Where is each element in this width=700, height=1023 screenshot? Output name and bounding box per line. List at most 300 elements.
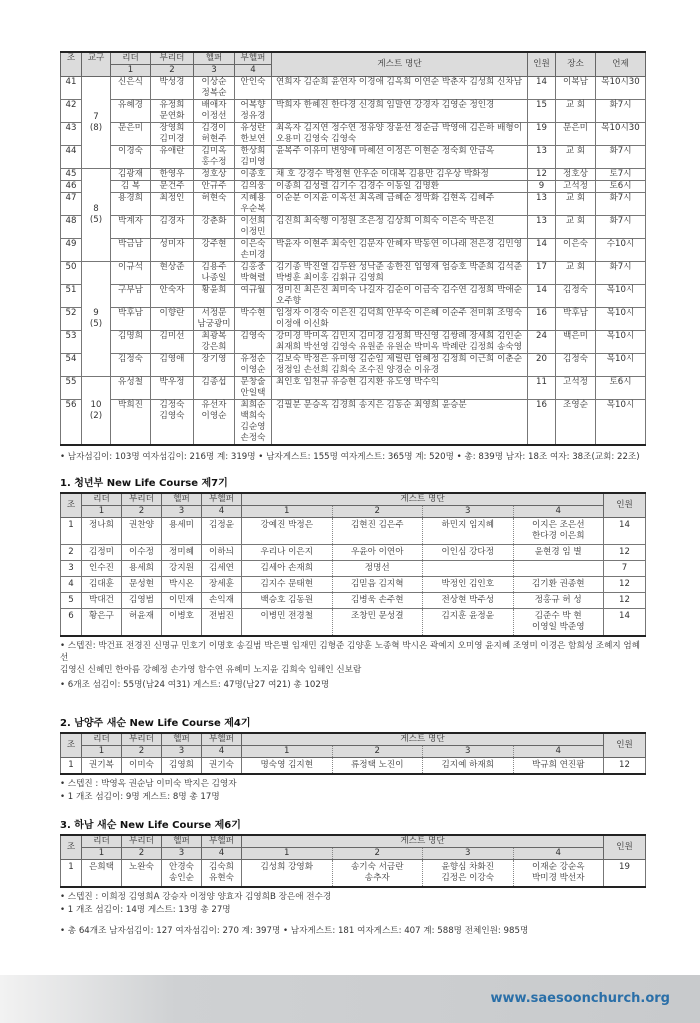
- subhelper-cell: 권기숙: [202, 758, 242, 775]
- subleader-cell: 이미숙: [122, 758, 162, 775]
- subhelper-cell: 여규월: [235, 285, 272, 308]
- guest-pair-cell: 김병욱 손주현: [332, 593, 423, 609]
- header-row: [61, 493, 646, 506]
- helper-cell: 용세미: [162, 518, 202, 545]
- subhelper-cell: 최희순 백희숙 김순영 손정숙: [235, 400, 272, 446]
- helper-cell: 황윤희: [194, 285, 235, 308]
- helper-cell: 이병호: [162, 609, 202, 637]
- row-number: 49: [61, 239, 82, 262]
- table-row: [61, 77, 646, 100]
- col-num-2: 2: [151, 65, 194, 77]
- time-cell: 화7시: [596, 100, 646, 123]
- guest-pair-cell: 김기환 권종현: [513, 577, 604, 593]
- col-count: 인원: [604, 493, 646, 518]
- col-subleader: 부리더: [122, 733, 162, 746]
- col-subhelper: 부헬퍼: [202, 835, 242, 848]
- row-number: 43: [61, 123, 82, 146]
- col-num-2: 2: [332, 848, 423, 860]
- section-table: [60, 732, 646, 775]
- helper-cell: 김용주 나종일: [194, 262, 235, 285]
- helper-cell: 허현숙: [194, 193, 235, 216]
- place-cell: 교 회: [556, 216, 596, 239]
- col-num-2: 2: [332, 746, 423, 758]
- guest-pair-cell: 정명선: [332, 561, 423, 577]
- place-cell: 교 회: [556, 262, 596, 285]
- col-helper: 헬퍼: [162, 493, 202, 506]
- guest-list-cell: 이순분 이지윤 이옥선 최옥례 금혜순 정막화 김현옥 김혜주: [272, 193, 528, 216]
- header-row: [61, 733, 646, 746]
- table-row: [61, 308, 646, 331]
- guest-pair-cell: 명숙영 김지현: [242, 758, 333, 775]
- place-cell: 박후남: [556, 308, 596, 331]
- section-table: [60, 834, 646, 888]
- header-row: [61, 848, 646, 860]
- table-row: [61, 216, 646, 239]
- section-title: 3. 하남 새순 New Life Course 제6기: [60, 820, 241, 831]
- subhelper-cell: 김숙희 유현숙: [202, 860, 242, 888]
- subleader-cell: 허윤재: [122, 609, 162, 637]
- helper-cell: 김경이 허현주: [194, 123, 235, 146]
- col-num-1: 1: [82, 506, 122, 518]
- subleader-cell: 안숙자: [151, 285, 194, 308]
- col-num-3: 3: [162, 506, 202, 518]
- col-subleader: 부리더: [122, 493, 162, 506]
- header-row: [61, 506, 646, 518]
- col-jo: 조: [61, 52, 82, 77]
- place-cell: 문은미: [556, 123, 596, 146]
- guest-pair-cell: 박정인 김인호: [423, 577, 514, 593]
- leader-cell: 김정미: [82, 545, 122, 561]
- guest-pair-cell: 류정택 노진이: [332, 758, 423, 775]
- subhelper-cell: 유정순 이영순: [235, 354, 272, 377]
- count-cell: 14: [604, 518, 646, 545]
- row-number: 1: [61, 518, 82, 545]
- row-number: 1: [61, 758, 82, 775]
- table-row: [61, 354, 646, 377]
- leader-cell: 박대건: [82, 593, 122, 609]
- guest-pair-cell: 김지수 문태현: [242, 577, 333, 593]
- subhelper-cell: 김정윤: [202, 518, 242, 545]
- helper-cell: 이민재: [162, 593, 202, 609]
- subleader-cell: 김영범: [122, 593, 162, 609]
- col-helper: 헬퍼: [162, 733, 202, 746]
- col-guests: 게스트 명단: [242, 733, 604, 746]
- col-num-2: 2: [122, 506, 162, 518]
- row-number: 1: [61, 860, 82, 888]
- place-cell: 조영순: [556, 400, 596, 446]
- col-num-4: 4: [202, 506, 242, 518]
- helper-cell: 정호상: [194, 169, 235, 181]
- row-number: 47: [61, 193, 82, 216]
- count-cell: 11: [528, 377, 556, 400]
- section-notes: • 스텝진 : 박영옥 권순남 이미숙 박지은 김영자: [60, 779, 237, 789]
- place-cell: 김정숙: [556, 354, 596, 377]
- helper-cell: 안경숙 송인순: [162, 860, 202, 888]
- guest-pair-cell: 김지훈 윤정윤: [423, 609, 514, 637]
- guest-pair-cell: 강예진 박정은: [242, 518, 333, 545]
- col-num-4: 4: [513, 848, 604, 860]
- guest-pair-cell: 우윤아 이연아: [332, 545, 423, 561]
- helper-cell: 장기영: [194, 354, 235, 377]
- col-num-3: 3: [423, 848, 514, 860]
- guest-pair-cell: 김현진 김은주: [332, 518, 423, 545]
- table-row: [61, 758, 646, 775]
- helper-cell: 김종섭: [194, 377, 235, 400]
- subleader-cell: 한영우: [151, 169, 194, 181]
- section-title: 1. 청년부 New Life Course 제7기: [60, 478, 228, 489]
- count-cell: 14: [604, 609, 646, 637]
- subleader-cell: 박우정: [151, 377, 194, 400]
- time-cell: 토6시: [596, 377, 646, 400]
- row-number: 45: [61, 169, 82, 181]
- guest-pair-cell: 송기숙 서금란 송추자: [332, 860, 423, 888]
- leader-cell: 인수진: [82, 561, 122, 577]
- section-table: [60, 492, 646, 637]
- count-cell: 16: [528, 400, 556, 446]
- place-cell: 백은미: [556, 331, 596, 354]
- table-row: [61, 193, 646, 216]
- leader-cell: 김대훈: [82, 577, 122, 593]
- subhelper-cell: 이선희 이정민: [235, 216, 272, 239]
- col-helper: 헬퍼: [162, 835, 202, 848]
- place-cell: 교 회: [556, 193, 596, 216]
- section-notes: • 6개조 섬김이: 55명(남24 여31) 게스트: 47명(남27 여21) 총 102명: [60, 680, 330, 690]
- helper-cell: 강지원: [162, 561, 202, 577]
- guest-pair-cell: 윤향심 차화진 김정은 이강숙: [423, 860, 514, 888]
- subleader-cell: 박성경: [151, 77, 194, 100]
- leader-cell: 정나희: [82, 518, 122, 545]
- leader-cell: 은희택: [82, 860, 122, 888]
- leader-cell: 유혜경: [111, 100, 151, 123]
- time-cell: 화7시: [596, 146, 646, 169]
- table-row: [61, 860, 646, 888]
- col-gyogu: 교구: [82, 52, 111, 77]
- helper-cell: 배애자 이정선: [194, 100, 235, 123]
- guest-pair-cell: 김세아 손재희: [242, 561, 333, 577]
- helper-cell: 정미혜: [162, 545, 202, 561]
- table-row: [61, 239, 646, 262]
- row-number: 53: [61, 331, 82, 354]
- row-number: 48: [61, 216, 82, 239]
- subhelper-cell: 문창술 안일택: [235, 377, 272, 400]
- row-number: 56: [61, 400, 82, 446]
- helper-cell: 이상순 정복순: [194, 77, 235, 100]
- leader-cell: 유성철: [111, 377, 151, 400]
- place-cell: 교 회: [556, 146, 596, 169]
- guest-list-cell: 박윤자 이현주 최숙인 김문자 안혜자 박동연 이나래 전은경 김민영: [272, 239, 528, 262]
- guest-list-cell: 이종희 김성렬 김기수 김경수 이동일 김명환: [272, 181, 528, 193]
- time-cell: 화7시: [596, 216, 646, 239]
- subhelper-cell: 박수현: [235, 308, 272, 331]
- col-when: 언제: [596, 52, 646, 77]
- table-row: [61, 561, 646, 577]
- col-num-1: 1: [111, 65, 151, 77]
- time-cell: 수10시: [596, 239, 646, 262]
- table-row: [61, 593, 646, 609]
- row-number: 2: [61, 545, 82, 561]
- helper-cell: 안규주: [194, 181, 235, 193]
- helper-cell: 김미옥 홍수정: [194, 146, 235, 169]
- subhelper-cell: 김홍중 박혁렬: [235, 262, 272, 285]
- helper-cell: 김영희: [162, 758, 202, 775]
- place-cell: 이은숙: [556, 239, 596, 262]
- col-jo: 조: [61, 733, 82, 758]
- subleader-cell: 문성현: [122, 577, 162, 593]
- subleader-cell: 유정희 문연화: [151, 100, 194, 123]
- guest-list-cell: 윤복주 이유미 변양애 마혜선 이정은 이현순 정숙회 안금옥: [272, 146, 528, 169]
- grand-total: • 총 64개조 남자섬김이: 127 여자섬김이: 270 계: 397명 • 남자게스트: 181 여자게스트: 407 계: 588명 전체인원: 985명: [60, 926, 529, 936]
- leader-cell: 용경희: [111, 193, 151, 216]
- row-number: 44: [61, 146, 82, 169]
- guest-list-cell: 강미경 박미옥 김민지 김미경 김정희 박신영 김쌍례 장세희 김인순 최재희 박선영 김영숙 유원준 유원순 박미옥 박례란 김정희 송숙영: [272, 331, 528, 354]
- table-row: [61, 285, 646, 308]
- guest-pair-cell: [423, 561, 514, 577]
- table-row: [61, 262, 646, 285]
- section-notes: • 1 개조 섬김이: 14명 게스트: 13명 총 27명: [60, 905, 231, 915]
- count-cell: 12: [604, 545, 646, 561]
- header-row: [61, 746, 646, 758]
- guest-pair-cell: 박규희 연진팜: [513, 758, 604, 775]
- leader-cell: 이규석: [111, 262, 151, 285]
- subleader-cell: 유애란: [151, 146, 194, 169]
- col-num-4: 4: [202, 746, 242, 758]
- guest-pair-cell: 김성희 강영화: [242, 860, 333, 888]
- col-num-1: 1: [242, 848, 333, 860]
- guest-pair-cell: 전상현 박주성: [423, 593, 514, 609]
- count-cell: 12: [604, 593, 646, 609]
- leader-cell: 김정숙: [111, 354, 151, 377]
- guest-list-cell: 김보숙 박정은 유미영 김순임 제릴린 엄혜정 김정희 이근희 이춘순 정정임 손선희 김희숙 조수진 양경순 이유경: [272, 354, 528, 377]
- col-num-1: 1: [82, 746, 122, 758]
- col-leader: 리더: [82, 835, 122, 848]
- col-subleader: 부리더: [151, 52, 194, 65]
- time-cell: 화7시: [596, 262, 646, 285]
- section-title: 2. 남양주 새순 New Life Course 제4기: [60, 718, 251, 729]
- col-num-3: 3: [423, 746, 514, 758]
- guest-pair-cell: 김준수 박 현 이영일 박준영: [513, 609, 604, 637]
- table-row: [61, 331, 646, 354]
- table-row: [61, 545, 646, 561]
- subleader-cell: 김미선: [151, 331, 194, 354]
- subhelper-cell: 유성란 한보연: [235, 123, 272, 146]
- guest-pair-cell: 백승호 김동원: [242, 593, 333, 609]
- time-cell: 토7시: [596, 169, 646, 181]
- count-cell: 16: [528, 308, 556, 331]
- guest-list-cell: 김기종 박진열 김두완 성낙준 송한진 임영재 엄승호 박준희 김석준 박병훈 최이홍 김휘규 김영희: [272, 262, 528, 285]
- col-num-3: 3: [423, 506, 514, 518]
- section-notes: • 스텝진: 박건표 전경진 신명규 민호기 이명호 송길범 박은별 임재민 김형준 김양훈 노종혁 박시온 곽예지 오미영 윤지혜 조영미 이경은 함희성 조혜지 엄혜선 김영신 신혜민 한아름 강혜정 손가영 함수연 유혜미 노지윤 김희숙 임해인 신보람: [60, 641, 641, 675]
- subleader-cell: 용세희: [122, 561, 162, 577]
- subleader-cell: 현상준: [151, 262, 194, 285]
- guest-pair-cell: 김믿음 김지혁: [332, 577, 423, 593]
- guest-pair-cell: 김지예 하재희: [423, 758, 514, 775]
- count-cell: 13: [528, 193, 556, 216]
- table-row: [61, 609, 646, 637]
- row-number: 55: [61, 377, 82, 400]
- table-row: [61, 377, 646, 400]
- helper-cell: 최광복 강은희: [194, 331, 235, 354]
- subleader-cell: 이수정: [122, 545, 162, 561]
- row-number: 52: [61, 308, 82, 331]
- subleader-cell: 권찬양: [122, 518, 162, 545]
- guest-list-cell: 박희자 한혜진 한다경 신경희 임말연 강경자 김영순 정인경: [272, 100, 528, 123]
- count-cell: 19: [528, 123, 556, 146]
- col-subhelper: 부헬퍼: [235, 52, 272, 65]
- guest-pair-cell: 이재순 강순옥 박미경 박선자: [513, 860, 604, 888]
- col-subleader: 부리더: [122, 835, 162, 848]
- guest-pair-cell: 이병민 전경철: [242, 609, 333, 637]
- col-num-2: 2: [332, 506, 423, 518]
- guest-list-cell: 연희자 김순희 윤연자 이경애 김옥희 이연순 박춘자 김성희 신차남: [272, 77, 528, 100]
- col-leader: 리더: [82, 733, 122, 746]
- row-number: 41: [61, 77, 82, 100]
- col-num-4: 4: [513, 506, 604, 518]
- table-row: [61, 123, 646, 146]
- col-guests: 게스트 명단: [242, 493, 604, 506]
- table-row: [61, 518, 646, 545]
- time-cell: 목10시: [596, 354, 646, 377]
- leader-cell: 김광재: [111, 169, 151, 181]
- count-cell: 14: [528, 285, 556, 308]
- subhelper-cell: 이은숙 손미경: [235, 239, 272, 262]
- time-cell: 목10시: [596, 285, 646, 308]
- row-number: 6: [61, 609, 82, 637]
- time-cell: 목10시: [596, 308, 646, 331]
- count-cell: 24: [528, 331, 556, 354]
- leader-cell: 문은미: [111, 123, 151, 146]
- row-number: 3: [61, 561, 82, 577]
- header-row: [61, 835, 646, 848]
- main-summary: • 남자섬김이: 103명 여자섬김이: 216명 계: 319명 • 남자게스트: 155명 여자게스트: 365명 계: 520명 • 총: 839명 남자: 18조 여자: 38조(교회: 22조): [60, 452, 640, 462]
- count-cell: 12: [604, 577, 646, 593]
- row-number: 50: [61, 262, 82, 285]
- guest-pair-cell: 이지은 조은선 한다경 이은희: [513, 518, 604, 545]
- subhelper-cell: 어복향 정유경: [235, 100, 272, 123]
- count-cell: 13: [528, 146, 556, 169]
- guest-pair-cell: 정홍규 허 성: [513, 593, 604, 609]
- time-cell: 목10시: [596, 400, 646, 446]
- guest-pair-cell: 하민지 임지혜: [423, 518, 514, 545]
- col-count: 인원: [528, 52, 556, 77]
- subhelper-cell: 한상희 김미영: [235, 146, 272, 169]
- col-num-4: 4: [202, 848, 242, 860]
- subhelper-cell: 전범진: [202, 609, 242, 637]
- subhelper-cell: 장세훈: [202, 577, 242, 593]
- col-guests: 게스트 명단: [242, 835, 604, 848]
- col-num-3: 3: [194, 65, 235, 77]
- guest-pair-cell: 우리나 이은지: [242, 545, 333, 561]
- count-cell: 19: [604, 860, 646, 888]
- leader-cell: 박계자: [111, 216, 151, 239]
- guest-list-cell: 정미진 최은진 최미숙 나길자 김순이 이금숙 김수연 김정희 박애순 오주향: [272, 285, 528, 308]
- row-number: 51: [61, 285, 82, 308]
- place-cell: 교 회: [556, 100, 596, 123]
- main-group-table: [60, 51, 646, 446]
- place-cell: 이복남: [556, 77, 596, 100]
- col-num-4: 4: [513, 746, 604, 758]
- count-cell: 14: [528, 77, 556, 100]
- subleader-cell: 김정숙 김영숙: [151, 400, 194, 446]
- time-cell: 목10시30: [596, 77, 646, 100]
- subhelper-cell: 지혜용 우순복: [235, 193, 272, 216]
- subleader-cell: 문건주: [151, 181, 194, 193]
- leader-cell: 김명희: [111, 331, 151, 354]
- col-subhelper: 부헬퍼: [202, 493, 242, 506]
- guest-list-cell: 최옥자 김지연 정수연 정유양 장윤선 정순금 박영애 김은하 배형이 오용미 김영숙 김영숙: [272, 123, 528, 146]
- col-guests: 게스트 명단: [272, 52, 528, 77]
- section-notes: • 스텝진 : 이희정 김영희A 강승자 이정양 양효자 김영희B 장은애 전수경: [60, 892, 332, 902]
- table-row: [61, 100, 646, 123]
- helper-cell: 강춘화: [194, 216, 235, 239]
- row-number: 5: [61, 593, 82, 609]
- leader-cell: 김 복: [111, 181, 151, 193]
- col-num-4: 4: [235, 65, 272, 77]
- col-num-2: 2: [122, 746, 162, 758]
- guest-list-cell: 임정자 이경숙 이은진 김덕희 안부숙 이은혜 이순주 전미휘 조명숙 이정애 이신화: [272, 308, 528, 331]
- col-leader: 리더: [82, 493, 122, 506]
- count-cell: 17: [528, 262, 556, 285]
- time-cell: 토6시: [596, 181, 646, 193]
- subleader-cell: 노완숙: [122, 860, 162, 888]
- row-number: 4: [61, 577, 82, 593]
- footer-band: [0, 975, 700, 1023]
- place-cell: 고석정: [556, 181, 596, 193]
- place-cell: 고석정: [556, 377, 596, 400]
- col-jo: 조: [61, 835, 82, 860]
- count-cell: 20: [528, 354, 556, 377]
- count-cell: 12: [604, 758, 646, 775]
- leader-cell: 박희진: [111, 400, 151, 446]
- church-website-link[interactable]: www.saesoonchurch.org: [490, 991, 670, 1006]
- leader-cell: 박금남: [111, 239, 151, 262]
- col-place: 장소: [556, 52, 596, 77]
- count-cell: 14: [528, 239, 556, 262]
- leader-cell: 박후남: [111, 308, 151, 331]
- helper-cell: 박시온: [162, 577, 202, 593]
- table-row: [61, 400, 646, 446]
- gyogu-cell: 7 (8): [82, 77, 111, 169]
- time-cell: 목10시30: [596, 123, 646, 146]
- gyogu-cell: 9 (5): [82, 262, 111, 377]
- gyogu-cell: 8 (5): [82, 169, 111, 262]
- table-row: [61, 181, 646, 193]
- guest-list-cell: 최인호 임천규 유승현 김지환 유도영 박수익: [272, 377, 528, 400]
- guest-pair-cell: 이인심 강다정: [423, 545, 514, 561]
- subleader-cell: 성미자: [151, 239, 194, 262]
- table-row: [61, 169, 646, 181]
- col-count: 인원: [604, 733, 646, 758]
- guest-list-cell: 김필분 문승옥 김경희 송지은 김동순 최영희 윤승분: [272, 400, 528, 446]
- count-cell: 12: [528, 169, 556, 181]
- col-subhelper: 부헬퍼: [202, 733, 242, 746]
- col-count: 인원: [604, 835, 646, 860]
- subhelper-cell: 김세연: [202, 561, 242, 577]
- guest-pair-cell: [513, 561, 604, 577]
- table-row: [61, 577, 646, 593]
- subhelper-cell: 김의웅: [235, 181, 272, 193]
- col-num-1: 1: [242, 506, 333, 518]
- count-cell: 9: [528, 181, 556, 193]
- place-cell: 정호상: [556, 169, 596, 181]
- place-cell: 김정숙: [556, 285, 596, 308]
- subhelper-cell: 손익재: [202, 593, 242, 609]
- row-number: 54: [61, 354, 82, 377]
- count-cell: 7: [604, 561, 646, 577]
- table-row: [61, 146, 646, 169]
- helper-cell: 유선자 이영순: [194, 400, 235, 446]
- leader-cell: 권기복: [82, 758, 122, 775]
- time-cell: 화7시: [596, 193, 646, 216]
